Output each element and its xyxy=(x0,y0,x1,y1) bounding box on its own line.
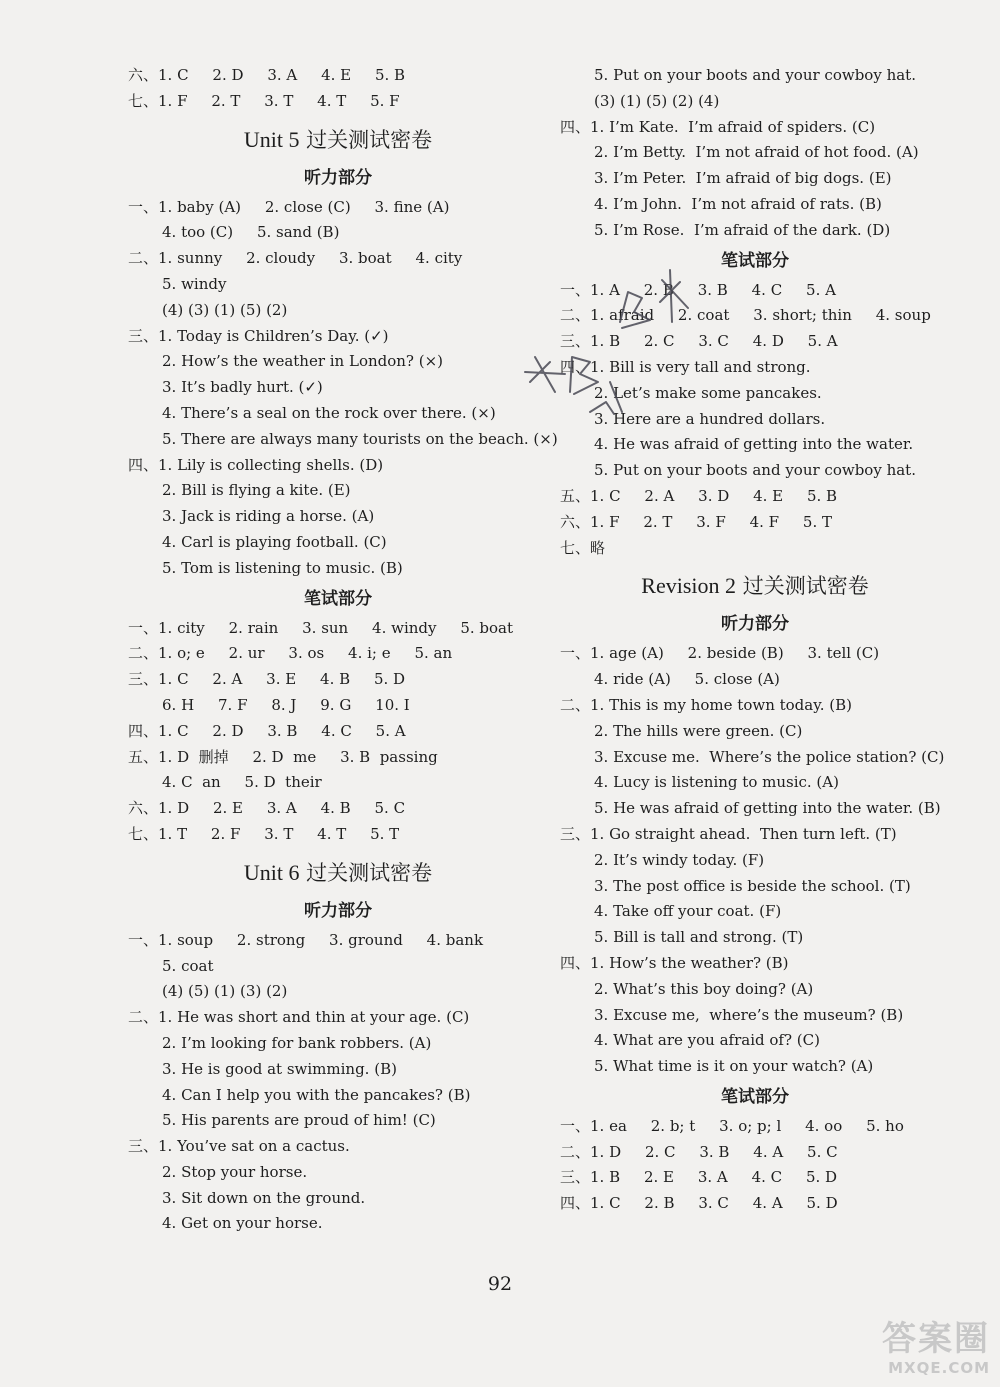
watermark-title: 答案圈 xyxy=(882,1319,990,1359)
unit5-title-latin: Unit 5 xyxy=(243,126,300,152)
answer-line: 3. I’m Peter. I’m afraid of big dogs. (E) xyxy=(594,169,892,188)
answer-line: 5. coat xyxy=(162,956,214,975)
answer-line: 4. Carl is playing football. (C) xyxy=(162,532,387,551)
answer-line: 二、1. sunny 2. cloudy 3. boat 4. city xyxy=(128,249,463,268)
answer-line: 二、1. o; e 2. ur 3. os 4. i; e 5. an xyxy=(128,644,453,663)
answer-line: 3. It’s badly hurt. (✓) xyxy=(162,378,323,397)
answer-line: 七、1. T 2. F 3. T 4. T 5. T xyxy=(128,824,400,843)
unit6-listening-continued xyxy=(560,63,950,244)
answer-line: 六、1. F 2. T 3. F 4. F 5. T xyxy=(560,512,832,531)
unit6-title xyxy=(128,852,548,894)
unit6-listening-list xyxy=(128,928,548,1238)
answer-line: 三、1. C 2. A 3. E 4. B 5. D xyxy=(128,670,406,689)
answer-line: 3. The post office is beside the school. (T) xyxy=(594,876,911,895)
answer-line: 三、1. Go straight ahead. Then turn left. (T) xyxy=(560,824,897,843)
answer-line: (3) (1) (5) (2) (4) xyxy=(594,91,720,110)
answer-line: 5. Put on your boots and your cowboy hat. xyxy=(594,66,916,84)
answer-line: 3. Sit down on the ground. xyxy=(162,1188,366,1207)
answer-line: 2. Stop your horse. xyxy=(162,1162,308,1181)
revision2-listening-list xyxy=(560,641,950,1080)
answer-line: 三、1. B 2. C 3. C 4. D 5. A xyxy=(560,332,838,351)
watermark-url: MXQE.COM xyxy=(888,1359,990,1377)
page-number: 92 xyxy=(487,1273,513,1295)
unit5-title-cn: 过关测试密卷 xyxy=(306,127,433,152)
answer-line: 2. I’m Betty. I’m not afraid of hot food. (A) xyxy=(594,143,919,162)
answer-line: 5. What time is it on your watch? (A) xyxy=(594,1057,874,1076)
answer-line: 5. Tom is listening to music. (B) xyxy=(162,558,403,577)
answer-line: 4. He was afraid of getting into the water. xyxy=(594,435,914,454)
answer-line: 4. I’m John. I’m not afraid of rats. (B) xyxy=(594,194,882,213)
revision2-written-heading: 笔试部分 xyxy=(721,1086,789,1107)
answer-line: 4. Get on your horse. xyxy=(162,1214,323,1233)
answer-line: 3. Excuse me. Where’s the police station? (C) xyxy=(594,747,945,766)
answer-line: 2. Let’s make some pancakes. xyxy=(594,383,822,402)
left-column xyxy=(128,63,558,1237)
answer-line: 5. Put on your boots and your cowboy hat. xyxy=(594,461,916,480)
answer-line: 四、1. Bill is very tall and strong. xyxy=(560,357,811,376)
answer-line: 2. What’s this boy doing? (A) xyxy=(594,979,814,998)
answer-line: 5. His parents are proud of him! (C) xyxy=(162,1111,436,1130)
answer-line: 4. There’s a seal on the rock over there. (×) xyxy=(162,403,496,422)
answer-line: 2. It’s windy today. (F) xyxy=(594,850,765,869)
answer-line: 3. Excuse me, where’s the museum? (B) xyxy=(594,1005,904,1024)
answer-line: 四、1. Lily is collecting shells. (D) xyxy=(128,455,384,474)
answer-line: 二、1. This is my home town today. (B) xyxy=(560,695,852,714)
answer-line: 2. Bill is flying a kite. (E) xyxy=(162,481,351,500)
answer-line: 5. Bill is tall and strong. (T) xyxy=(594,928,804,947)
answer-line: 4. Can I help you with the pancakes? (B) xyxy=(162,1085,471,1104)
answer-line: 4. C an 5. D their xyxy=(162,773,322,792)
answer-line: 4. too (C) 5. sand (B) xyxy=(162,223,340,242)
answer-line: 3. Jack is riding a horse. (A) xyxy=(162,507,375,526)
answer-line: 二、1. He was short and thin at your age. (C) xyxy=(128,1008,470,1027)
left-top-lines xyxy=(128,63,548,115)
answer-line: 五、1. D 删掉 2. D me 3. B passing xyxy=(128,747,438,766)
answer-line: 三、1. B 2. E 3. A 4. C 5. D xyxy=(560,1168,838,1187)
unit5-written-list xyxy=(128,616,548,848)
answer-line: 一、1. soup 2. strong 3. ground 4. bank xyxy=(128,930,484,949)
answer-line: 6. H 7. F 8. J 9. G 10. I xyxy=(162,695,410,714)
answer-line: 2. I’m looking for bank robbers. (A) xyxy=(162,1033,432,1052)
answer-line: 三、1. Today is Children’s Day. (✓) xyxy=(128,326,389,345)
answer-line: 六、1. C 2. D 3. A 4. E 5. B xyxy=(128,66,406,84)
answer-line: 四、1. C 2. B 3. C 4. A 5. D xyxy=(560,1194,838,1213)
answer-line: 三、1. You’ve sat on a cactus. xyxy=(128,1137,350,1156)
answer-line: 4. Lucy is listening to music. (A) xyxy=(594,773,839,792)
unit5-listening-list xyxy=(128,195,558,582)
answer-line: 5. I’m Rose. I’m afraid of the dark. (D) xyxy=(594,220,891,239)
answer-line: 四、1. C 2. D 3. B 4. C 5. A xyxy=(128,721,406,740)
watermark-logo xyxy=(790,1319,990,1379)
answer-line: 3. He is good at swimming. (B) xyxy=(162,1059,397,1078)
answer-line: 一、1. A 2. B 3. B 4. C 5. A xyxy=(560,280,836,299)
answer-line: 一、1. age (A) 2. beside (B) 3. tell (C) xyxy=(560,644,880,663)
answer-line: 4. ride (A) 5. close (A) xyxy=(594,670,780,689)
unit5-written-heading: 笔试部分 xyxy=(304,588,372,609)
answer-line: 一、1. baby (A) 2. close (C) 3. fine (A) xyxy=(128,197,450,216)
unit5-title xyxy=(128,119,548,161)
answer-line: 六、1. D 2. E 3. A 4. B 5. C xyxy=(128,799,406,818)
answer-line: 五、1. C 2. A 3. D 4. E 5. B xyxy=(560,486,838,505)
answer-line: (4) (5) (1) (3) (2) xyxy=(162,982,288,1001)
answer-line: 一、1. city 2. rain 3. sun 4. windy 5. boat xyxy=(128,618,514,637)
answer-line: 2. The hills were green. (C) xyxy=(594,721,803,740)
revision2-title-cn: 过关测试密卷 xyxy=(742,574,869,599)
answer-line: 七、1. F 2. T 3. T 4. T 5. F xyxy=(128,91,400,110)
unit6-written-heading: 笔试部分 xyxy=(721,250,789,271)
answer-line: 2. How’s the weather in London? (×) xyxy=(162,352,444,371)
answer-line: 5. There are always many tourists on the beach. (×) xyxy=(162,429,558,448)
unit6-listening-heading: 听力部分 xyxy=(304,900,372,921)
revision2-listening-heading: 听力部分 xyxy=(721,614,789,635)
revision2-title-latin: Revision 2 xyxy=(641,573,737,599)
unit6-title-latin: Unit 6 xyxy=(243,859,300,885)
answer-line: 4. Take off your coat. (F) xyxy=(594,902,782,921)
answer-line: 4. What are you afraid of? (C) xyxy=(594,1031,820,1050)
answer-line: 四、1. I’m Kate. I’m afraid of spiders. (C) xyxy=(560,117,876,136)
revision2-written-list xyxy=(560,1114,950,1217)
right-column xyxy=(560,63,950,1217)
unit6-title-cn: 过关测试密卷 xyxy=(306,860,433,885)
answer-line: 5. He was afraid of getting into the water. (B) xyxy=(594,799,941,818)
revision2-title xyxy=(560,565,950,607)
answer-line: 二、1. D 2. C 3. B 4. A 5. C xyxy=(560,1142,838,1161)
answer-line: 5. windy xyxy=(162,274,227,293)
answer-line: 二、1. afraid 2. coat 3. short; thin 4. soup xyxy=(560,306,931,325)
answer-line: 一、1. ea 2. b; t 3. o; p; l 4. oo 5. ho xyxy=(560,1116,904,1135)
answer-line: 四、1. How’s the weather? (B) xyxy=(560,953,789,972)
unit5-listening-heading: 听力部分 xyxy=(304,167,372,188)
answer-line: 3. Here are a hundred dollars. xyxy=(594,409,826,428)
answer-line: 七、略 xyxy=(560,538,606,557)
handwritten-scribble xyxy=(510,262,750,422)
answer-line: (4) (3) (1) (5) (2) xyxy=(162,300,288,319)
